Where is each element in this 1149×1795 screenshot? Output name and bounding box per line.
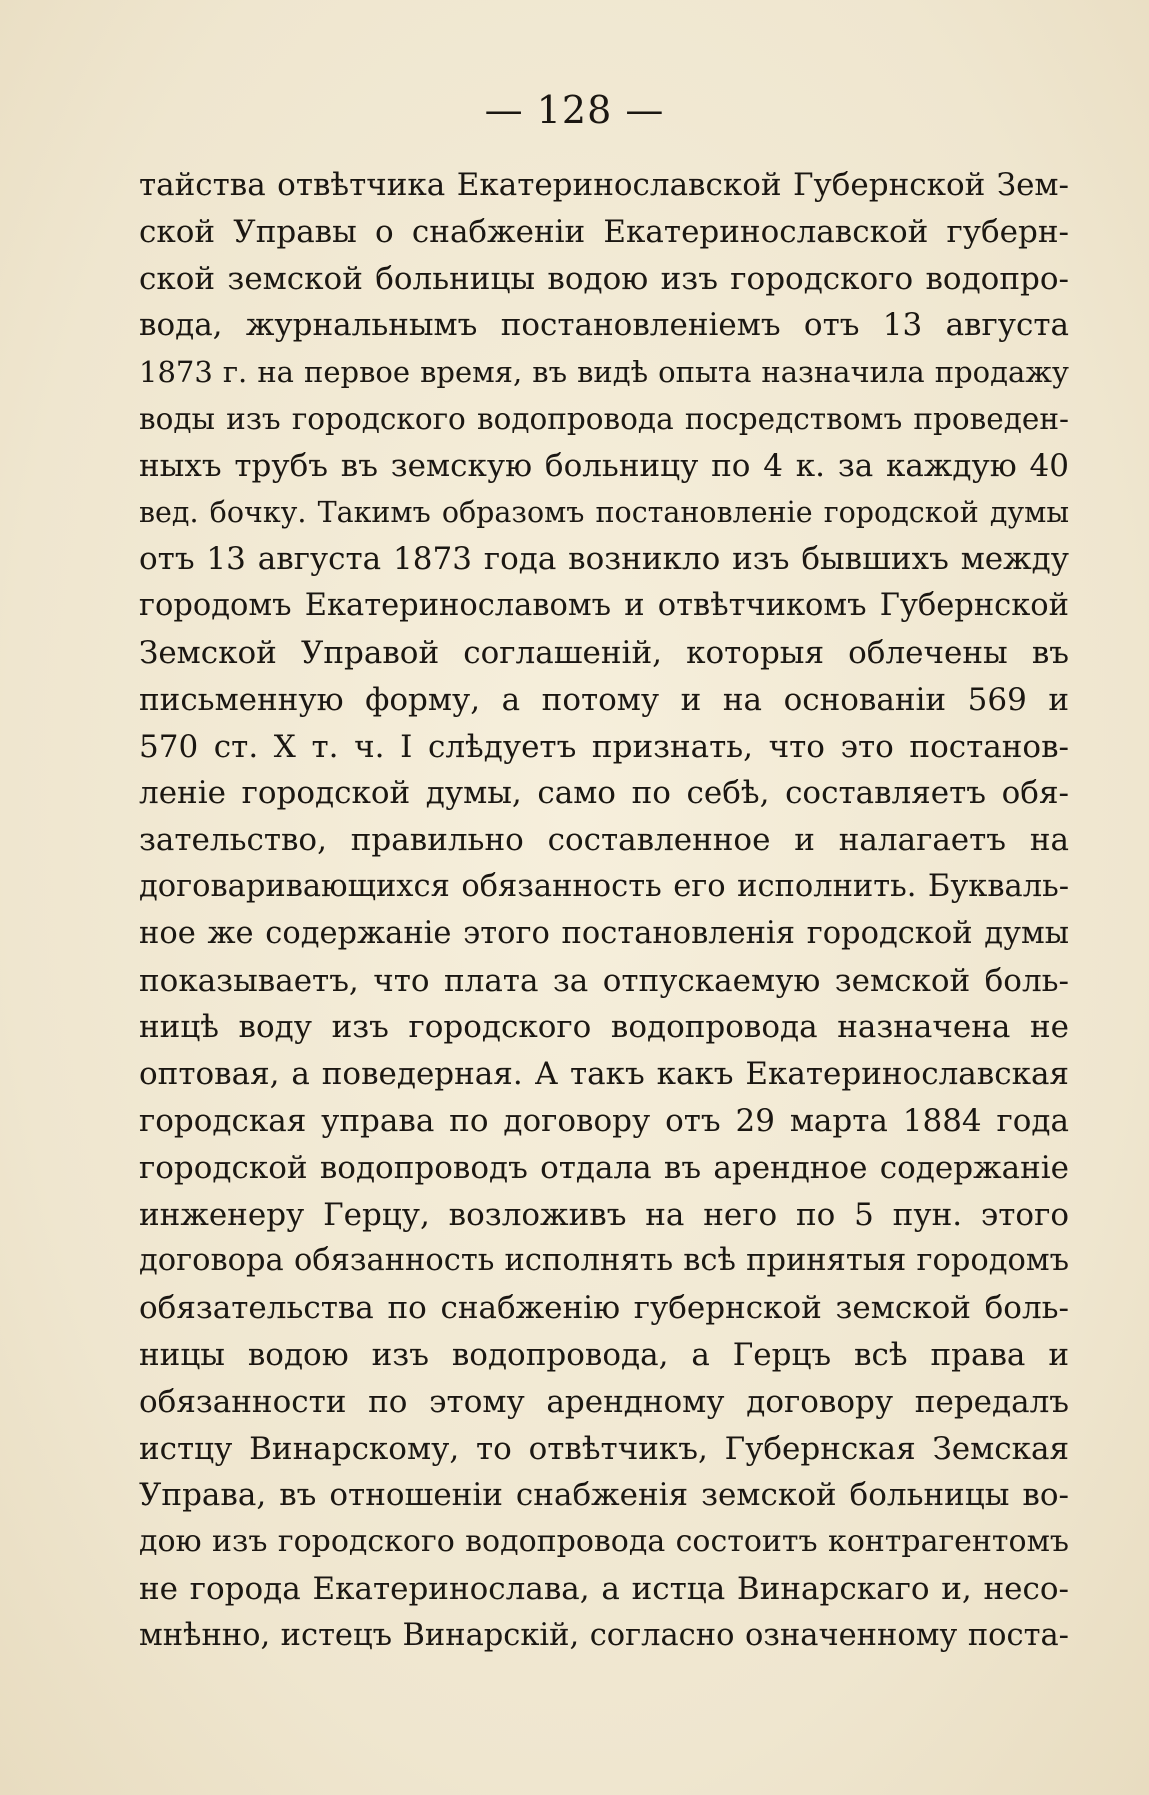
text-line: Земской Управой соглашеній, которыя облечены въ <box>139 634 1069 671</box>
text-line: договора обязанность исполнять всѣ принятыя городомъ <box>139 1243 1069 1279</box>
text-line: городская управа по договору отъ 29 марта 1884 года <box>139 1102 1069 1139</box>
text-line: дою изъ городского водопровода состоитъ контрагентомъ <box>139 1524 1069 1560</box>
text-line: мнѣнно, истецъ Винарскій, согласно означенному поста- <box>139 1617 1069 1653</box>
text-line: 570 ст. X т. ч. I слѣдуетъ признать, что это постанов- <box>139 728 1069 765</box>
text-line: обязанности по этому арендному договору передалъ <box>139 1383 1069 1420</box>
text-line: ныхъ трубъ въ земскую больницу по 4 к. за каждую 40 <box>139 447 1069 484</box>
text-line: вед. бочку. Такимъ образомъ постановленіе городской думы <box>139 495 1069 529</box>
text-line: воды изъ городского водопровода посредствомъ проведен- <box>139 401 1069 436</box>
text-line: не города Екатеринослава, а истца Винарскаго и, несо- <box>139 1570 1069 1607</box>
text-line: ской земской больницы водою изъ городского водопро- <box>139 260 1069 297</box>
text-line: оптовая, а поведерная. А такъ какъ Екатеринославская <box>139 1056 1069 1093</box>
text-line: городомъ Екатеринославомъ и отвѣтчикомъ Губернской <box>139 588 1069 624</box>
text-line: ное же содержаніе этого постановленія городской думы <box>139 915 1069 951</box>
text-line: леніе городской думы, само по себѣ, составляетъ обя- <box>139 775 1069 812</box>
text-line: показываетъ, что плата за отпускаемую земской боль- <box>139 962 1069 999</box>
text-line: ницѣ воду изъ городского водопровода назначена не <box>139 1009 1069 1046</box>
text-line: 1873 г. на первое время, въ видѣ опыта назначила продажу <box>139 355 1069 390</box>
text-line: Управа, въ отношеніи снабженія земской больницы во- <box>139 1477 1069 1514</box>
text-line: зательство, правильно составленное и налагаетъ на <box>139 822 1069 859</box>
text-line: ской Управы о снабженіи Екатеринославской губерн- <box>139 213 1069 250</box>
text-line: отъ 13 августа 1873 года возникло изъ бывшихъ между <box>139 541 1069 578</box>
text-line: вода, журнальнымъ постановленіемъ отъ 13 августа <box>139 307 1069 344</box>
text-line: тайства отвѣтчика Екатеринославской Губернской Зем- <box>139 167 1069 203</box>
text-line: инженеру Герцу, возложивъ на него по 5 пун. этого <box>139 1196 1069 1233</box>
page-number: — 128 — <box>484 88 665 132</box>
text-line: ницы водою изъ водопровода, а Герцъ всѣ права и <box>139 1336 1069 1373</box>
body-text <box>139 162 1069 1660</box>
text-line: обязательства по снабженію губернской земской боль- <box>139 1290 1069 1327</box>
text-line: договаривающихся обязанность его исполнить. Букваль- <box>139 868 1069 904</box>
text-line: городской водопроводъ отдала въ арендное содержаніе <box>139 1149 1069 1186</box>
text-line: истцу Винарскому, то отвѣтчикъ, Губернская Земская <box>139 1430 1069 1467</box>
text-line: письменную форму, а потому и на основаніи 569 и <box>139 681 1069 718</box>
